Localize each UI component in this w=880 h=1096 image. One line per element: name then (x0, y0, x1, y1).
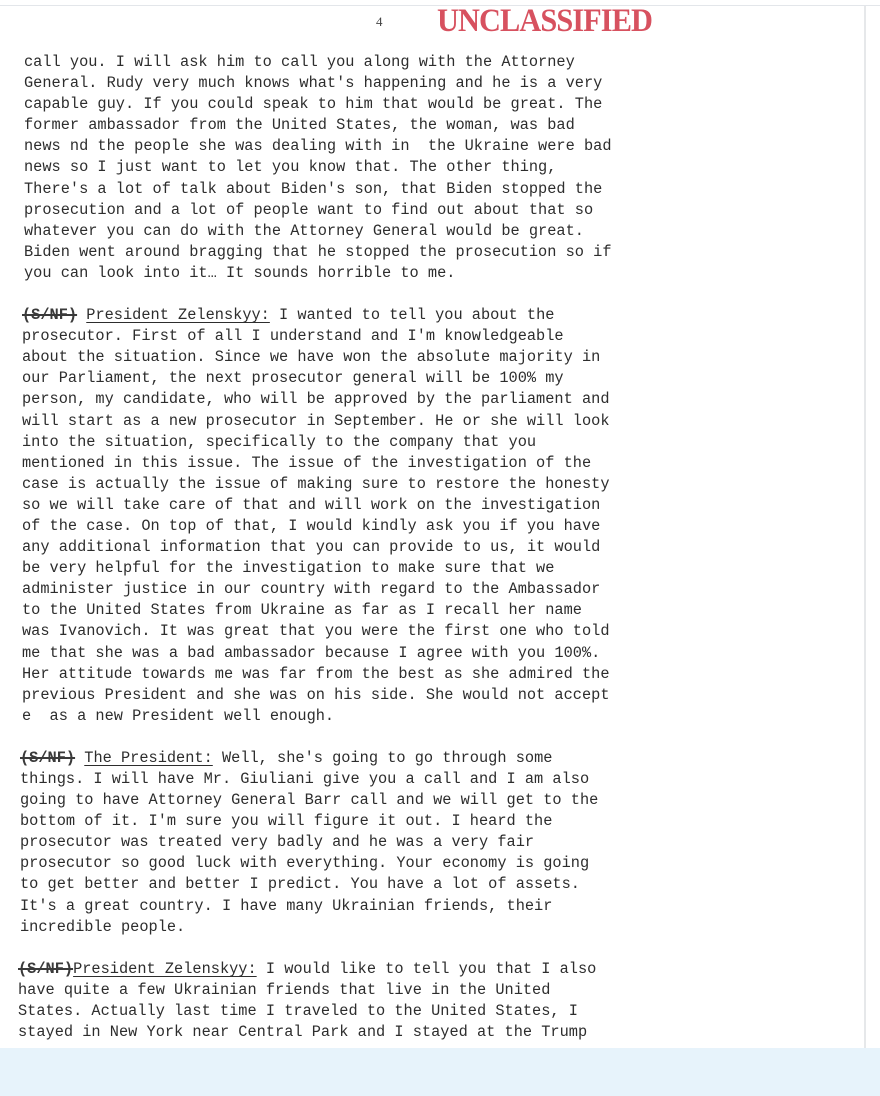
text-line: any additional information that you can provide to us, it would (22, 538, 601, 557)
text-fragment: I would like to tell you that I also (256, 959, 597, 978)
text-line: capable guy. If you could speak to him that would be great. The (24, 95, 603, 114)
text-line: going to have Attorney General Barr call and we will get to the (20, 791, 599, 810)
page-right-edge (864, 6, 866, 1048)
text-line: There's a lot of talk about Biden's son, that Biden stopped the (24, 179, 603, 198)
text-line: into the situation, specifically to the company that you (22, 432, 537, 451)
classification-stamp: UNCLASSIFIED (437, 3, 653, 39)
text-line: Her attitude towards me was far from the best as she admired the (22, 664, 610, 683)
text-line: prosecutor so good luck with everything. Your economy is going (20, 854, 590, 873)
text-line: call you. I will ask him to call you along with the Attorney (24, 53, 575, 71)
text-line: to get better and better I predict. You have a lot of assets. (20, 875, 580, 894)
text-line: news nd the people she was dealing with in the Ukraine were bad (24, 137, 612, 156)
transcript-paragraph-zelenskyy-1 (22, 305, 744, 727)
text-line: me that she was a bad ambassador because I agree with you 100%. (22, 643, 601, 662)
text-line: incredible people. (20, 917, 186, 936)
text-line: have quite a few Ukrainian friends that live in the United (18, 980, 551, 999)
speaker-line (22, 305, 744, 326)
classification-marking: (S/NF) (22, 306, 78, 325)
page-number: 4 (376, 14, 383, 29)
text-line: prosecutor. First of all I understand and I'm knowledgeable (22, 327, 564, 346)
text-line: prosecution and a lot of people want to find out about that so (24, 200, 594, 219)
text-line: be very helpful for the investigation to make sure that we (22, 559, 555, 578)
text-fragment: Well, she's going to go through some (212, 748, 553, 767)
text-line: previous President and she was on his side. She would not accept (22, 685, 610, 704)
text-line: things. I will have Mr. Giuliani give you a call and I am also (20, 770, 590, 788)
text-line: former ambassador from the United States, the woman, was bad (24, 116, 575, 135)
text-line: our Parliament, the next prosecutor general will be 100% my (22, 369, 564, 388)
viewer-bottom-band (0, 1048, 880, 1096)
speaker-line (18, 959, 744, 980)
text-line: Biden went around bragging that he stopped the prosecution so if (24, 242, 612, 261)
speaker-line (20, 748, 744, 769)
text-line: news so I just want to let you know that. The other thing, (24, 158, 557, 177)
speaker-label: President Zelenskyy: (86, 306, 270, 325)
text-line: you can look into it… It sounds horrible to me. (24, 263, 456, 282)
transcript-paragraph-president (20, 748, 744, 938)
text-line: whatever you can do with the Attorney General would be great. (24, 221, 584, 240)
text-line: to the United States from Ukraine as far as I recall her name (22, 601, 582, 620)
text-line: will start as a new prosecutor in September. He or she will look (22, 411, 610, 430)
text-line: It's a great country. I have many Ukrainian friends, their (20, 896, 553, 915)
text-line: stayed in New York near Central Park and I stayed at the Trump (18, 1023, 588, 1042)
text-line: case is actually the issue of making sure to restore the honesty (22, 474, 610, 493)
text-line: so we will take care of that and will work on the investigation (22, 495, 601, 514)
text-line: about the situation. Since we have won the absolute majority in (22, 348, 601, 367)
text-line: administer justice in our country with regard to the Ambassador (22, 580, 601, 599)
classification-marking: (S/NF) (20, 748, 76, 767)
text-line: States. Actually last time I traveled to the United States, I (18, 1001, 578, 1020)
speaker-label: President Zelenskyy: (73, 959, 257, 978)
transcript-paragraph-zelenskyy-2 (18, 959, 744, 1043)
transcript-paragraph-trump-continued (24, 52, 744, 284)
text-line: bottom of it. I'm sure you will figure it out. I heard the (20, 812, 553, 831)
text-line: mentioned in this issue. The issue of the investigation of the (22, 453, 592, 472)
classification-marking: (S/NF) (18, 959, 74, 978)
text-fragment: I wanted to tell you about the (269, 306, 555, 325)
speaker-label: The President: (84, 748, 213, 767)
transcript-body (18, 52, 744, 1064)
text-line: person, my candidate, who will be approved by the parliament and (22, 390, 610, 409)
text-line: of the case. On top of that, I would kindly ask you if you have (22, 516, 601, 535)
text-line: General. Rudy very much knows what's happening and he is a very (24, 74, 603, 93)
text-line: was Ivanovich. It was great that you were the first one who told (22, 622, 610, 641)
text-line: prosecutor was treated very badly and he was a very fair (20, 833, 535, 852)
text-line: e as a new President well enough. (22, 706, 335, 725)
